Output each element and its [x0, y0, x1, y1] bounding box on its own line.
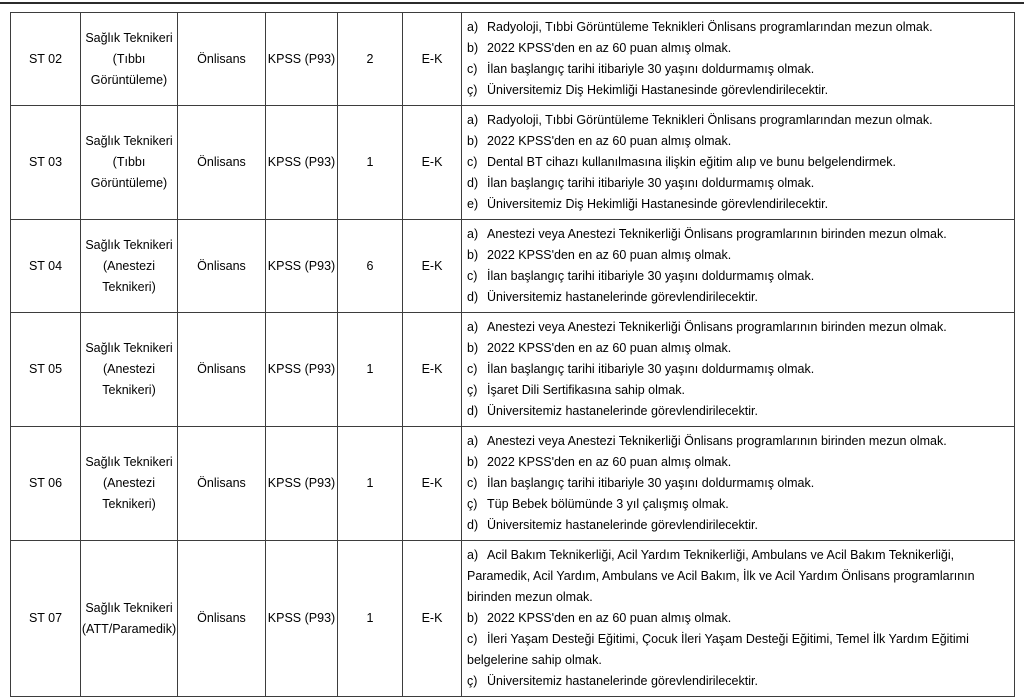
- position-code-cell: [11, 106, 81, 220]
- requirement-text: Tüp Bebek bölümünde 3 yıl çalışmış olmak.: [487, 497, 729, 511]
- requirement-marker: a): [467, 227, 479, 241]
- requirement-item: [467, 266, 1010, 287]
- position-title-cell: [81, 13, 178, 106]
- page-top-rule: [0, 2, 1024, 4]
- requirement-item: [467, 338, 1010, 359]
- position-title-line: Sağlık Teknikeri: [85, 30, 173, 45]
- position-title-cell: [81, 313, 178, 427]
- position-title-cell: [81, 106, 178, 220]
- requirement-text: Üniversitemiz hastanelerinde görevlendirilecektir.: [487, 290, 758, 304]
- requirement-marker: b): [467, 41, 479, 55]
- requirement-marker: b): [467, 341, 479, 355]
- requirement-marker: c): [467, 476, 478, 490]
- requirement-text: İleri Yaşam Desteği Eğitimi, Çocuk İleri Yaşam Desteği Eğitimi, Temel İlk Yardım Eğitimi belgelerine sahip olmak.: [467, 632, 969, 667]
- requirement-item: [467, 173, 1010, 194]
- requirement-marker: a): [467, 20, 479, 34]
- quota-count: 6: [366, 258, 374, 273]
- gender-cell: [403, 427, 462, 541]
- exam-type-cell: [266, 106, 338, 220]
- position-code: ST 07: [28, 611, 63, 625]
- requirement-text: İlan başlangıç tarihi itibariyle 30 yaşını doldurmamış olmak.: [487, 269, 815, 283]
- education-level: Önlisans: [197, 155, 246, 169]
- requirements-cell: [462, 220, 1015, 313]
- position-title-line: (Anestezi: [102, 258, 156, 273]
- requirement-item: [467, 608, 1010, 629]
- requirement-item: [467, 494, 1010, 515]
- requirement-item: [467, 245, 1010, 266]
- quota-count: 1: [366, 476, 374, 490]
- requirement-text: Acil Bakım Teknikerliği, Acil Yardım Teknikerliği, Ambulans ve Acil Bakım Teknikerliği, Paramedik, Acil Yardım, Ambulans ve Acil Bakım, İlk ve Acil Yardım Önlisans programlarının birinden mezun olmak.: [467, 548, 975, 604]
- requirement-item: [467, 515, 1010, 536]
- requirement-text: 2022 KPSS'den en az 60 puan almış olmak.: [487, 248, 732, 262]
- position-title-line: (Anestezi: [102, 476, 156, 490]
- requirement-text: Üniversitemiz hastanelerinde görevlendirilecektir.: [487, 518, 758, 532]
- exam-type-cell: [266, 220, 338, 313]
- exam-type: KPSS (P93): [267, 611, 336, 625]
- requirements-cell: [462, 13, 1015, 106]
- requirement-marker: a): [467, 434, 479, 448]
- education-level: Önlisans: [197, 476, 246, 490]
- requirement-marker: c): [467, 632, 478, 646]
- position-title-line: Sağlık Teknikeri: [85, 341, 173, 355]
- gender-value: E-K: [421, 362, 443, 376]
- gender-value: E-K: [421, 51, 443, 66]
- quota-cell: [338, 106, 403, 220]
- position-title-line: Teknikeri): [102, 383, 156, 397]
- exam-type: KPSS (P93): [267, 476, 336, 490]
- position-title-line: Görüntüleme): [90, 176, 168, 190]
- requirement-marker: a): [467, 548, 479, 562]
- position-title-line: Sağlık Teknikeri: [85, 134, 173, 148]
- requirements-cell: [462, 106, 1015, 220]
- requirement-marker: ç): [467, 83, 478, 97]
- requirement-text: Üniversitemiz hastanelerinde görevlendirilecektir.: [487, 404, 758, 418]
- table-row: [11, 541, 1015, 697]
- requirement-marker: c): [467, 269, 478, 283]
- position-title-cell: [81, 541, 178, 697]
- education-level-cell: [178, 427, 266, 541]
- position-title-line: (ATT/Paramedik): [81, 621, 177, 636]
- position-title-line: Teknikeri): [102, 279, 156, 294]
- requirement-marker: c): [467, 62, 478, 76]
- requirement-marker: ç): [467, 383, 478, 397]
- position-code: ST 03: [28, 155, 63, 169]
- position-title-cell: [81, 427, 178, 541]
- position-title-line: Teknikeri): [102, 497, 156, 511]
- requirement-marker: d): [467, 176, 479, 190]
- requirement-marker: c): [467, 362, 478, 376]
- table-row: [11, 220, 1015, 313]
- requirement-item: [467, 131, 1010, 152]
- gender-value: E-K: [421, 258, 443, 273]
- quota-cell: [338, 220, 403, 313]
- quota-cell: [338, 13, 403, 106]
- quota-cell: [338, 313, 403, 427]
- requirements-cell: [462, 427, 1015, 541]
- position-code-cell: [11, 313, 81, 427]
- requirement-text: Anestezi veya Anestezi Teknikerliği Önlisans programlarının birinden mezun olmak.: [487, 434, 947, 448]
- table-row: [11, 427, 1015, 541]
- position-code: ST 02: [28, 51, 63, 66]
- gender-cell: [403, 220, 462, 313]
- requirement-item: [467, 401, 1010, 422]
- requirement-item: [467, 452, 1010, 473]
- requirement-item: [467, 431, 1010, 452]
- requirement-item: [467, 671, 1010, 692]
- requirement-text: İlan başlangıç tarihi itibariyle 30 yaşını doldurmamış olmak.: [487, 62, 815, 76]
- exam-type-cell: [266, 427, 338, 541]
- gender-cell: [403, 541, 462, 697]
- requirement-text: İlan başlangıç tarihi itibariyle 30 yaşını doldurmamış olmak.: [487, 362, 815, 376]
- requirement-item: [467, 17, 1010, 38]
- education-level-cell: [178, 220, 266, 313]
- requirement-item: [467, 359, 1010, 380]
- requirement-text: 2022 KPSS'den en az 60 puan almış olmak.: [487, 341, 732, 355]
- table-row: [11, 106, 1015, 220]
- requirement-marker: a): [467, 113, 479, 127]
- exam-type: KPSS (P93): [267, 155, 336, 169]
- requirement-marker: b): [467, 455, 479, 469]
- gender-value: E-K: [421, 155, 443, 169]
- table-row: [11, 313, 1015, 427]
- position-code-cell: [11, 541, 81, 697]
- requirement-marker: ç): [467, 674, 478, 688]
- requirement-item: [467, 629, 1010, 671]
- requirement-marker: e): [467, 197, 479, 211]
- table-row: [11, 13, 1015, 106]
- quota-count: 1: [366, 362, 374, 376]
- gender-value: E-K: [421, 611, 443, 625]
- education-level-cell: [178, 541, 266, 697]
- requirement-marker: d): [467, 290, 479, 304]
- quota-count: 1: [366, 155, 374, 169]
- exam-type: KPSS (P93): [267, 51, 336, 66]
- quota-count: 1: [366, 611, 374, 625]
- requirement-marker: b): [467, 248, 479, 262]
- requirements-cell: [462, 541, 1015, 697]
- education-level: Önlisans: [197, 611, 246, 625]
- position-code-cell: [11, 220, 81, 313]
- position-title-line: Sağlık Teknikeri: [85, 455, 173, 469]
- requirement-text: İlan başlangıç tarihi itibariyle 30 yaşını doldurmamış olmak.: [487, 176, 815, 190]
- requirement-item: [467, 152, 1010, 173]
- position-title-line: Görüntüleme): [90, 72, 168, 87]
- requirement-marker: d): [467, 518, 479, 532]
- gender-cell: [403, 313, 462, 427]
- exam-type-cell: [266, 541, 338, 697]
- requirement-item: [467, 545, 1010, 608]
- position-title-line: (Tıbbı: [112, 155, 146, 169]
- quota-count: 2: [366, 51, 374, 66]
- requirement-text: 2022 KPSS'den en az 60 puan almış olmak.: [487, 611, 732, 625]
- requirement-item: [467, 110, 1010, 131]
- exam-type-cell: [266, 313, 338, 427]
- position-code-cell: [11, 427, 81, 541]
- requirement-text: İşaret Dili Sertifikasına sahip olmak.: [487, 383, 685, 397]
- requirement-text: 2022 KPSS'den en az 60 puan almış olmak.: [487, 134, 732, 148]
- requirement-item: [467, 317, 1010, 338]
- exam-type: KPSS (P93): [267, 362, 336, 376]
- education-level: Önlisans: [197, 258, 246, 273]
- position-code: ST 04: [28, 258, 63, 273]
- gender-value: E-K: [421, 476, 443, 490]
- position-title-cell: [81, 220, 178, 313]
- position-code: ST 06: [28, 476, 63, 490]
- requirement-text: 2022 KPSS'den en az 60 puan almış olmak.: [487, 41, 732, 55]
- requirement-text: Anestezi veya Anestezi Teknikerliği Önlisans programlarının birinden mezun olmak.: [487, 227, 947, 241]
- requirement-text: İlan başlangıç tarihi itibariyle 30 yaşını doldurmamış olmak.: [487, 476, 815, 490]
- requirement-item: [467, 224, 1010, 245]
- exam-type-cell: [266, 13, 338, 106]
- job-postings-table: [10, 12, 1015, 697]
- position-title-line: (Anestezi: [102, 362, 156, 376]
- requirement-text: Radyoloji, Tıbbi Görüntüleme Teknikleri Önlisans programlarından mezun olmak.: [487, 20, 933, 34]
- requirement-text: Anestezi veya Anestezi Teknikerliği Önlisans programlarının birinden mezun olmak.: [487, 320, 947, 334]
- quota-cell: [338, 541, 403, 697]
- position-code: ST 05: [28, 362, 63, 376]
- requirement-item: [467, 194, 1010, 215]
- requirement-text: Üniversitemiz hastanelerinde görevlendirilecektir.: [487, 674, 758, 688]
- requirement-marker: ç): [467, 497, 478, 511]
- education-level-cell: [178, 313, 266, 427]
- requirement-item: [467, 380, 1010, 401]
- position-title-line: (Tıbbı: [112, 51, 146, 66]
- requirement-item: [467, 473, 1010, 494]
- requirement-text: Üniversitemiz Diş Hekimliği Hastanesinde görevlendirilecektir.: [487, 197, 829, 211]
- quota-cell: [338, 427, 403, 541]
- exam-type: KPSS (P93): [267, 258, 336, 273]
- requirement-item: [467, 59, 1010, 80]
- education-level: Önlisans: [197, 51, 246, 66]
- requirement-text: Üniversitemiz Diş Hekimliği Hastanesinde görevlendirilecektir.: [487, 83, 829, 97]
- requirement-marker: c): [467, 155, 478, 169]
- requirement-marker: b): [467, 611, 479, 625]
- requirement-item: [467, 38, 1010, 59]
- requirement-marker: a): [467, 320, 479, 334]
- requirement-marker: d): [467, 404, 479, 418]
- requirement-text: Dental BT cihazı kullanılmasına ilişkin eğitim alıp ve bunu belgelendirmek.: [487, 155, 897, 169]
- position-title-line: Sağlık Teknikeri: [85, 237, 173, 252]
- position-code-cell: [11, 13, 81, 106]
- requirement-item: [467, 80, 1010, 101]
- education-level: Önlisans: [197, 362, 246, 376]
- gender-cell: [403, 13, 462, 106]
- requirement-marker: b): [467, 134, 479, 148]
- requirement-item: [467, 287, 1010, 308]
- requirement-text: 2022 KPSS'den en az 60 puan almış olmak.: [487, 455, 732, 469]
- requirement-text: Radyoloji, Tıbbi Görüntüleme Teknikleri Önlisans programlarından mezun olmak.: [487, 113, 933, 127]
- gender-cell: [403, 106, 462, 220]
- education-level-cell: [178, 106, 266, 220]
- position-title-line: Sağlık Teknikeri: [85, 600, 173, 615]
- requirements-cell: [462, 313, 1015, 427]
- education-level-cell: [178, 13, 266, 106]
